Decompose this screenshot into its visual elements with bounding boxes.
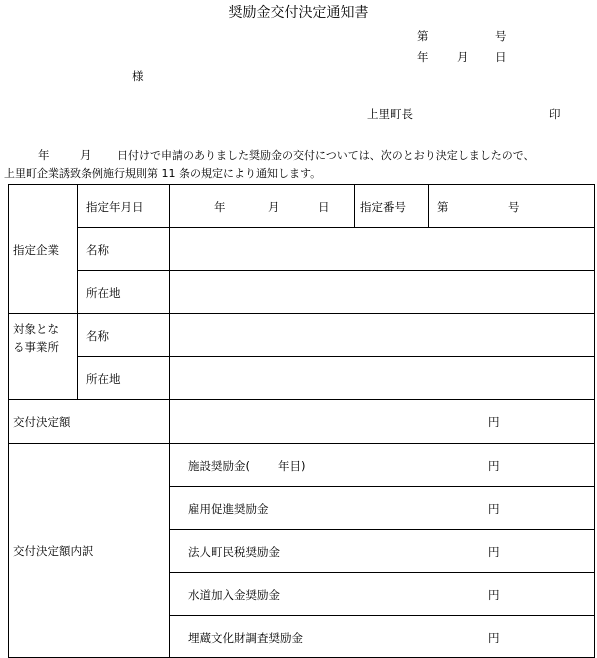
issuer-name: 上里町長: [367, 107, 413, 121]
body-month: 月: [80, 148, 92, 162]
company-name-label: 名称: [86, 243, 109, 257]
breakdown-item-facility: [188, 458, 306, 474]
body-line1: 日付けで申請のありました奨励金の交付については、次のとおり決定しましたので、: [117, 149, 535, 162]
body-year: 年: [38, 148, 50, 162]
breakdown-yen: 円: [488, 502, 500, 516]
notice-date-year: 年: [417, 50, 429, 64]
office-address-label: 所在地: [86, 372, 121, 386]
seal-mark: 印: [549, 107, 561, 121]
company-address-label: 所在地: [86, 286, 121, 300]
notice-date-day: 日: [495, 50, 507, 64]
designation-date-month: 月: [268, 200, 280, 214]
designated-company-label: 指定企業: [13, 243, 59, 257]
breakdown-item-employment: 雇用促進奨励金: [188, 502, 269, 516]
grant-amount-yen: 円: [488, 415, 500, 429]
breakdown-item-corporate-tax: 法人町民税奨励金: [188, 545, 280, 559]
breakdown-yen: 円: [488, 545, 500, 559]
designation-date-label: 指定年月日: [86, 200, 144, 214]
designation-date-year: 年: [214, 200, 226, 214]
breakdown-yen: 円: [488, 588, 500, 602]
office-name-label: 名称: [86, 329, 109, 343]
target-office-label-line1: 対象とな: [13, 322, 59, 336]
breakdown-item-water: 水道加入金奨励金: [188, 588, 280, 602]
notice-number-suffix: 号: [495, 29, 507, 43]
designation-number-suffix: 号: [508, 200, 520, 214]
body-line2: 上里町企業誘致条例施行規則第 11 条の規定により通知します。: [4, 167, 322, 180]
recipient-suffix: 様: [132, 69, 144, 83]
breakdown-item-cultural-survey: 埋蔵文化財調査奨励金: [188, 631, 303, 645]
facility-incentive-label: 施設奨励金(: [188, 459, 250, 473]
document-title: 奨励金交付決定通知書: [228, 5, 369, 21]
designation-number-prefix: 第: [437, 200, 449, 214]
target-office-label-line2: る事業所: [13, 340, 59, 354]
breakdown-yen: 円: [488, 459, 500, 473]
designation-number-label: 指定番号: [360, 200, 406, 214]
notice-number-prefix: 第: [417, 29, 429, 43]
breakdown-yen: 円: [488, 631, 500, 645]
designation-date-day: 日: [318, 200, 330, 214]
grant-breakdown-label: 交付決定額内訳: [13, 544, 94, 558]
grant-amount-label: 交付決定額: [13, 415, 71, 429]
notice-date-month: 月: [457, 50, 469, 64]
facility-incentive-years-label: 年目): [278, 459, 306, 473]
